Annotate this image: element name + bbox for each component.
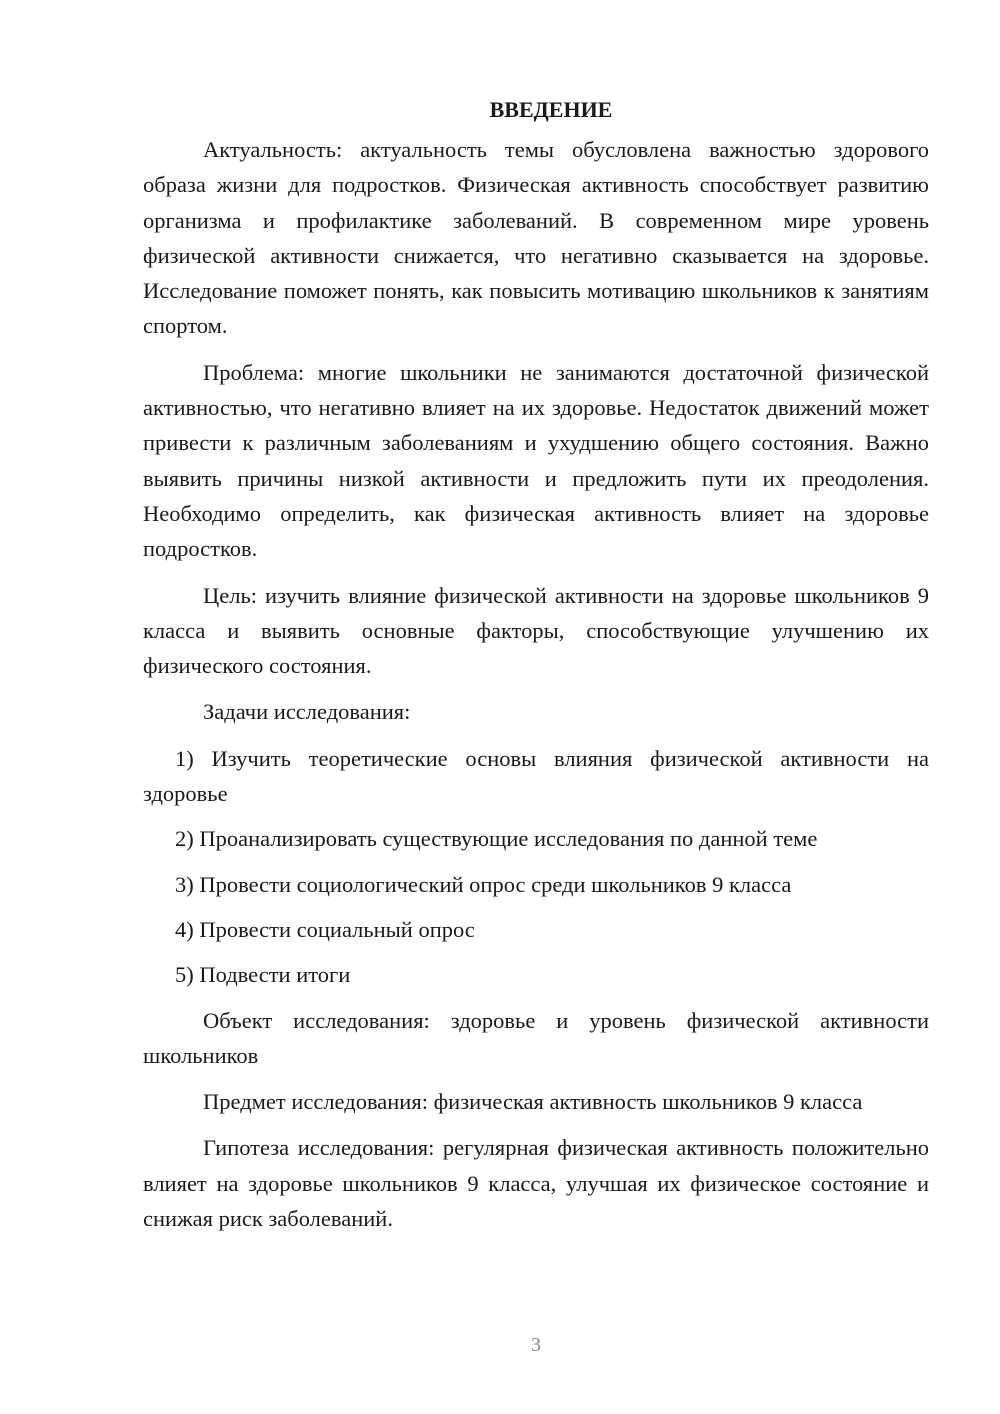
section-heading: ВВЕДЕНИЕ: [489, 97, 613, 122]
paragraph-hypothesis: Гипотеза исследования: регулярная физическая активность положительно влияет на здоровье школьников 9 класса, улучшая их физическое состояние и снижая риск заболеваний.: [143, 1135, 929, 1232]
list-item: 3) Провести социологический опрос среди школьников 9 класса: [175, 871, 792, 897]
paragraph-goal: Цель: изучить влияние физической активности на здоровье школьников 9 класса и выявить основные факторы, способствующие улучшению их физического состояния.: [143, 582, 929, 679]
list-item: 5) Подвести итоги: [175, 962, 351, 988]
paragraph-relevance: Актуальность: актуальность темы обусловлена важностью здорового образа жизни для подростков. Физическая активность способствует развитию организма и профилактике заболеваний. В современном мире уровень физической активности снижается, что негативно сказывается на здоровье. Исследование поможет понять, как повысить мотивацию школьников к занятиям спортом.: [143, 137, 929, 339]
document-page: [143, 92, 929, 1236]
paragraph-tasks-title: Задачи исследования:: [203, 699, 411, 725]
list-item: 1) Изучить теоретические основы влияния физической активности на здоровье: [143, 745, 929, 807]
list-item: 4) Провести социальный опрос: [175, 916, 475, 942]
paragraph-subject: Предмет исследования: физическая активность школьников 9 класса: [203, 1089, 863, 1115]
tasks-list: [143, 741, 929, 993]
paragraph-problem: Проблема: многие школьники не занимаются достаточной физической активностью, что негативно влияет на их здоровье. Недостаток движений может привести к различным заболеваниям и ухудшению общего состояния. Важно выявить причины низкой активности и предложить пути их преодоления. Необходимо определить, как физическая активность влияет на здоровье подростков.: [143, 359, 929, 562]
page-number: 3: [531, 1334, 541, 1356]
list-item: 2) Проанализировать существующие исследования по данной теме: [175, 826, 818, 852]
paragraph-object: Объект исследования: здоровье и уровень физической активности школьников: [143, 1007, 929, 1068]
